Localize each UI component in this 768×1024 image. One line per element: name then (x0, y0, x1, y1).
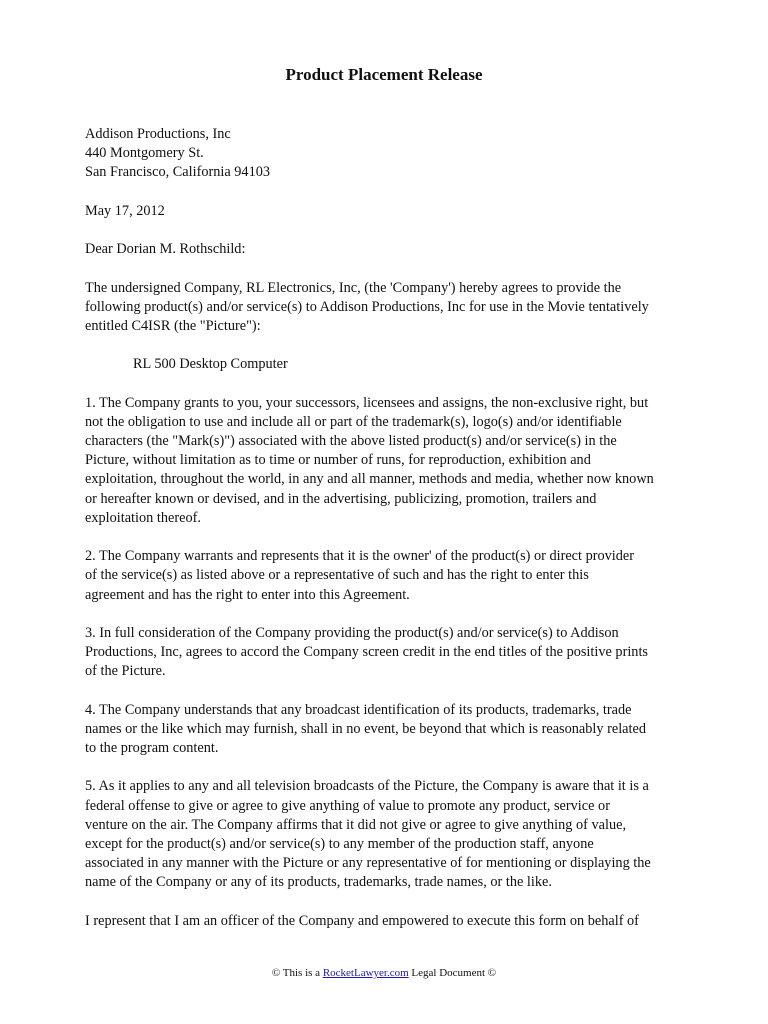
paragraph-line: agreement and has the right to enter into this Agreement. (85, 586, 410, 603)
spacer (85, 605, 685, 624)
document-title: Product Placement Release (285, 65, 483, 84)
salutation: Dear Dorian M. Rothschild: (85, 241, 246, 258)
paragraph-line: exploitation, throughout the world, in any and all manner, methods and media, whether now known (85, 471, 654, 488)
document-body (85, 125, 685, 931)
paragraph-line: Productions, Inc, agrees to accord the Company screen credit in the end titles of the positive prints (85, 644, 648, 661)
paragraph-line: to the program content. (85, 740, 219, 756)
clause-2 (85, 547, 685, 605)
product-name: RL 500 Desktop Computer (133, 356, 288, 373)
closing-line: I represent that I am an officer of the Company and empowered to execute this form on behalf of (85, 912, 639, 929)
spacer (85, 374, 685, 393)
paragraph-line: 3. In full consideration of the Company providing the product(s) and/or service(s) to Addison (85, 624, 619, 641)
paragraph-line: name of the Company or any of its products, trademarks, trade names, or the like. (85, 874, 552, 891)
footer-prefix: © This is a (271, 967, 323, 979)
paragraph-line: or hereafter known or devised, and in the advertising, publicizing, promotion, trailers and (85, 490, 597, 507)
paragraph-line: 5. As it applies to any and all television broadcasts of the Picture, the Company is aware that it is a (85, 778, 649, 795)
paragraph-line: except for the product(s) and/or service(s) to any member of the production staff, anyone (85, 835, 594, 852)
spacer (85, 336, 685, 355)
paragraph-line: The undersigned Company, RL Electronics, Inc, (the 'Company') hereby agrees to provide the (85, 279, 622, 296)
spacer (85, 528, 685, 547)
paragraph-line: associated in any manner with the Picture or any representative of for mentioning or displaying the (85, 855, 651, 872)
paragraph-line: 1. The Company grants to you, your successors, licensees and assigns, the non-exclusive right, but (85, 394, 649, 411)
paragraph-line: characters (the "Mark(s)") associated with the above listed product(s) and/or service(s) in the (85, 433, 617, 449)
letter-date: May 17, 2012 (85, 202, 165, 219)
address-line: Addison Productions, Inc (85, 126, 231, 142)
paragraph-line: of the service(s) as listed above or a representative of such and has the right to enter this (85, 567, 589, 584)
recipient-address (85, 125, 685, 183)
spacer (85, 183, 685, 202)
paragraph-line: exploitation thereof. (85, 509, 201, 526)
paragraph-line: not the obligation to use and include all or part of the trademark(s), logo(s) and/or identifiable (85, 413, 622, 430)
intro-paragraph (85, 279, 685, 337)
footer-notice (0, 966, 768, 980)
footer-suffix: Legal Document © (408, 967, 497, 979)
spacer (85, 221, 685, 240)
paragraph-line: venture on the air. The Company affirms that it did not give or agree to give anything of value, (85, 816, 627, 833)
spacer (85, 259, 685, 278)
address-line: 440 Montgomery St. (85, 145, 204, 162)
paragraph-line: of the Picture. (85, 663, 166, 680)
paragraph-line: federal offense to give or agree to give anything of value to promote any product, service or (85, 797, 610, 814)
clause-5 (85, 777, 685, 892)
clause-1 (85, 394, 685, 528)
paragraph-line: names or the like which may furnish, shall in no event, be beyond that which is reasonably related (85, 720, 646, 737)
spacer (85, 681, 685, 700)
clause-3 (85, 624, 685, 682)
paragraph-line: 4. The Company understands that any broadcast identification of its products, trademarks, trade (85, 701, 632, 718)
paragraph-line: following product(s) and/or service(s) to Addison Productions, Inc for use in the Movie tentatively (85, 298, 649, 315)
spacer (85, 758, 685, 777)
address-line: San Francisco, California 94103 (85, 164, 271, 181)
paragraph-line: 2. The Company warrants and represents that it is the owner' of the product(s) or direct provider (85, 548, 635, 565)
rocketlawyer-link[interactable]: RocketLawyer.com (322, 967, 409, 979)
spacer (85, 893, 685, 912)
clause-4 (85, 701, 685, 759)
paragraph-line: entitled C4ISR (the "Picture"): (85, 317, 261, 334)
paragraph-line: Picture, without limitation as to time or number of runs, for reproduction, exhibition and (85, 452, 591, 469)
